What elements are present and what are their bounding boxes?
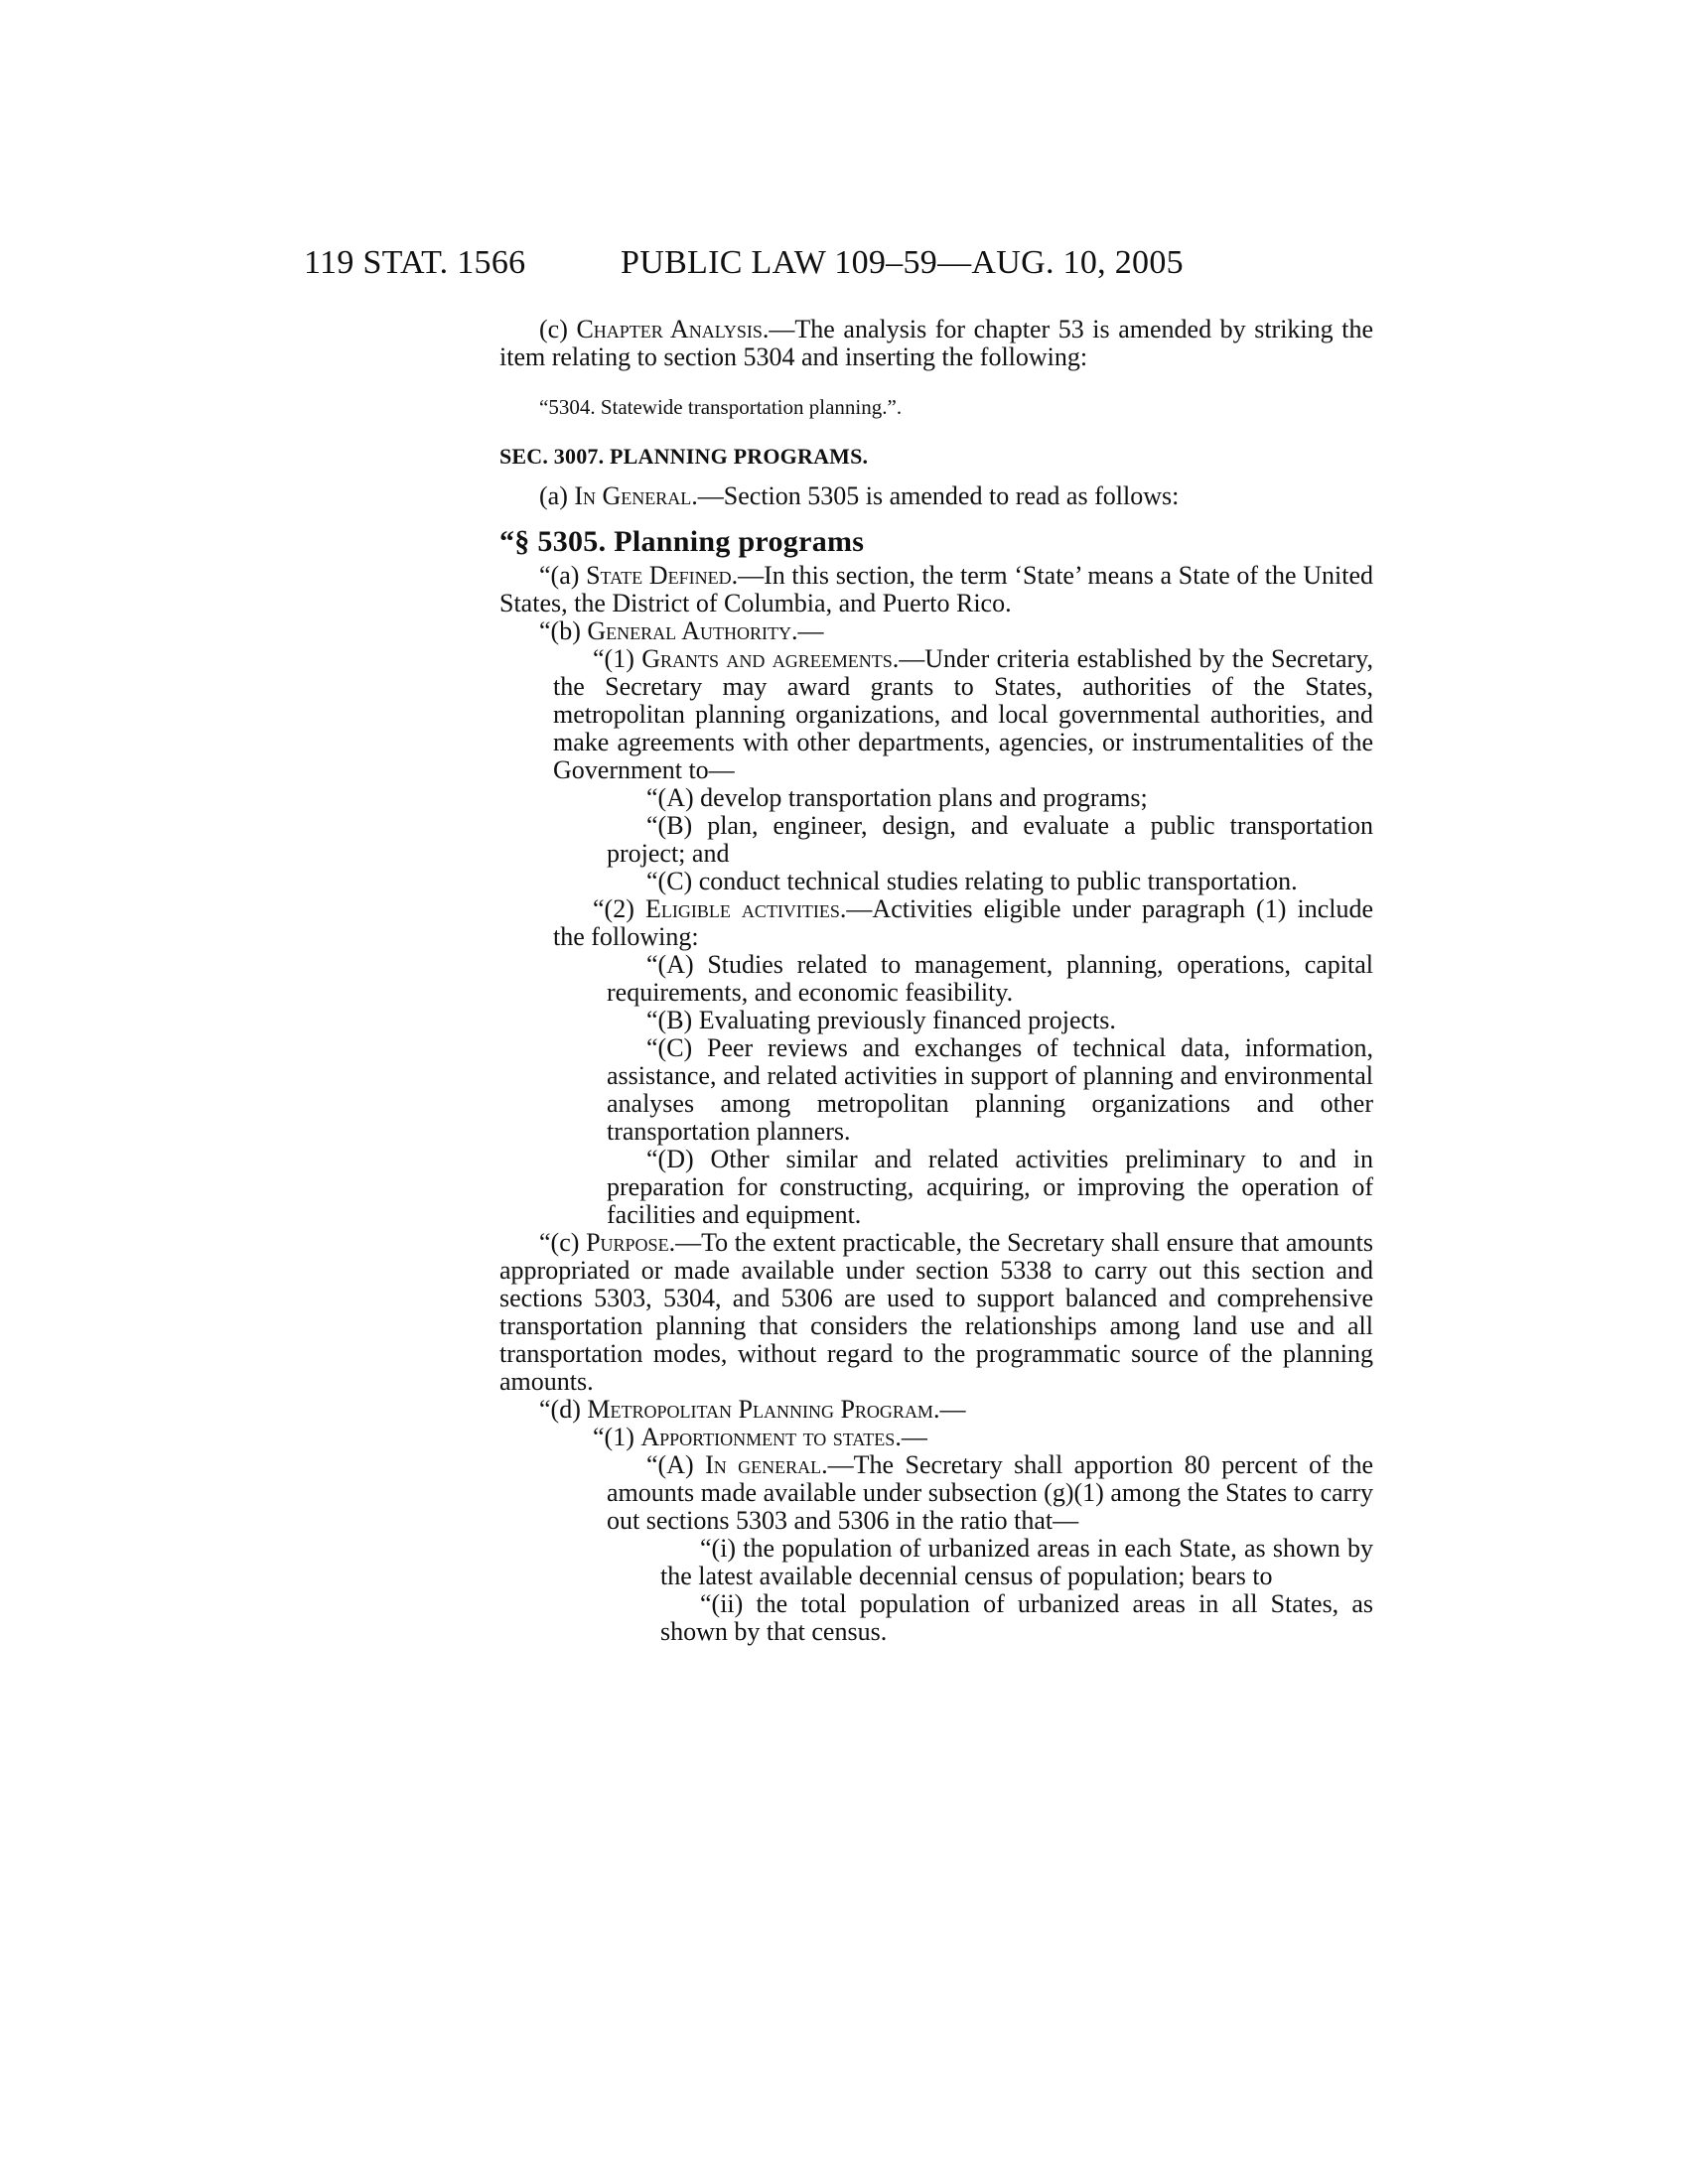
paragraph-lead: “(d): [539, 1395, 588, 1424]
paragraph-b1-grants: [499, 645, 1373, 784]
clause-b2D: “(D) Other similar and related activities preliminary to and in preparation for constructing, acquiring, or improving the operation of facilities and equipment.: [607, 1145, 1373, 1229]
subsection-d-metropolitan-planning: [499, 1396, 1373, 1424]
clause-b1B: “(B) plan, engineer, design, and evaluate a public transportation project; and: [607, 811, 1373, 868]
paragraph-heading: Chapter Analysis: [576, 315, 763, 343]
paragraph-text: .—: [790, 616, 824, 645]
clause-d1Ai: “(i) the population of urbanized areas in each State, as shown by the latest available decennial census of population; bears to: [660, 1534, 1373, 1590]
paragraph-text: .—To the extent practicable, the Secretary shall ensure that amounts appropriated or made available under section 5338 to carry out this section and sections 5303, 5304, and 5306 are used to support balanced and comprehensive transportation planning that considers the relationships among land use and all transportation modes, without regard to the programmatic source of the planning amounts.: [499, 1228, 1373, 1396]
clause-b2C: “(C) Peer reviews and exchanges of technical data, information, assistance, and related activities in support of planning and environmental analyses among metropolitan planning organizations and other transportation planners.: [607, 1033, 1373, 1146]
paragraph-heading: Purpose: [586, 1228, 669, 1257]
paragraph-lead: “(c): [539, 1228, 587, 1257]
paragraph-text: .—: [895, 1423, 927, 1451]
paragraph-lead: “(1): [593, 1423, 641, 1451]
table-of-contents-item: “5304. Statewide transportation planning.”.: [539, 395, 903, 419]
clause-b2B: “(B) Evaluating previously financed projects.: [646, 1006, 1116, 1034]
paragraph-text: .—Section 5305 is amended to read as follows:: [691, 481, 1180, 510]
paragraph-lead: “(a): [539, 561, 587, 590]
paragraph-lead: (c): [539, 315, 577, 343]
clause-b1C: “(C) conduct technical studies relating to public transportation.: [646, 867, 1298, 895]
paragraph-d1-apportionment: [499, 1424, 1373, 1451]
paragraph-text: .—The Secretary shall apportion 80 percent of the amounts made available under subsection (g)(1) among the States to carry out sections 5303 and 5306 in the ratio that—: [607, 1450, 1373, 1535]
clause-d1Aii: “(ii) the total population of urbanized areas in all States, as shown by that census.: [660, 1589, 1373, 1646]
section-5305-title: “§ 5305. Planning programs: [499, 525, 865, 558]
paragraph-heading: In general: [705, 1450, 822, 1479]
paragraph-lead: “(1): [593, 644, 642, 673]
clause-b1A: “(A) develop transportation plans and programs;: [646, 783, 1148, 812]
paragraph-b2-eligible-activities: [499, 895, 1373, 951]
paragraph-text: .—: [932, 1395, 966, 1424]
paragraph-text: .—Activities eligible under paragraph (1) include the following:: [553, 894, 1374, 951]
clause-d1A-in-general: [499, 1451, 1373, 1535]
paragraph-lead: (a): [539, 481, 575, 510]
clause-b2A: “(A) Studies related to management, planning, operations, capital requirements, and economic feasibility.: [607, 950, 1373, 1007]
paragraph-text: .—Under criteria established by the Secretary, the Secretary may award grants to States, authorities of the States, metropolitan planning organizations, and local governmental authorities, and make agreements with other departments, agencies, or instrumentalities of the Government to—: [553, 644, 1373, 784]
paragraph-heading: Eligible activities: [644, 894, 840, 923]
paragraph-text: .—The analysis for chapter 53 is amended by striking the item relating to section 5304 and inserting the following:: [499, 315, 1373, 371]
paragraph-lead: “(b): [539, 616, 588, 645]
page-citation: 119 STAT. 1566: [304, 244, 526, 281]
paragraph-heading: Metropolitan Planning Program: [587, 1395, 933, 1424]
paragraph-c-chapter-analysis: [499, 316, 1373, 371]
paragraph-text: .—In this section, the term ‘State’ means a State of the United States, the District of Columbia, and Puerto Rico.: [499, 561, 1373, 617]
paragraph-a-in-general: [499, 482, 1373, 510]
running-header: PUBLIC LAW 109–59—AUG. 10, 2005: [621, 244, 1184, 281]
paragraph-heading: General Authority: [587, 616, 791, 645]
paragraph-heading: In General: [574, 481, 692, 510]
paragraph-lead: “(A): [646, 1450, 706, 1479]
paragraph-lead: “(2): [593, 894, 645, 923]
document-body: [499, 316, 1373, 1646]
paragraph-heading: State Defined: [586, 561, 732, 590]
subsection-a-state-defined: [499, 562, 1373, 617]
subsection-b-general-authority: [499, 617, 1373, 645]
paragraph-heading: Grants and agreements: [641, 644, 893, 673]
section-heading: SEC. 3007. PLANNING PROGRAMS.: [499, 444, 869, 469]
subsection-c-purpose: [499, 1229, 1373, 1396]
paragraph-heading: Apportionment to states: [640, 1423, 896, 1451]
